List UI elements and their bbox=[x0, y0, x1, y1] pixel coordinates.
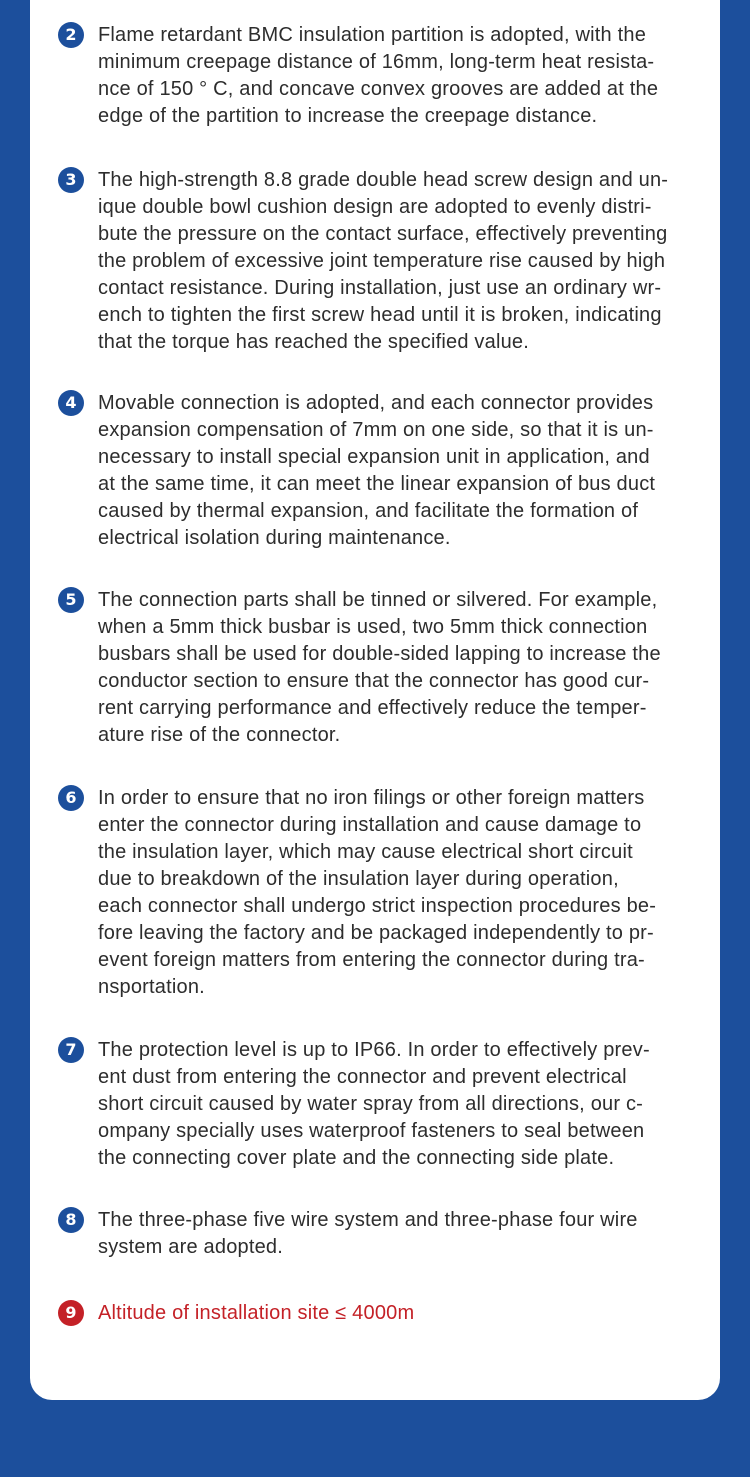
item-text: The three-phase five wire system and three-phase four wire system are adopted. bbox=[98, 1209, 638, 1258]
item-number-badge: 9 bbox=[58, 1300, 84, 1326]
list-item-8 bbox=[58, 1207, 698, 1261]
item-number-badge: 2 bbox=[58, 22, 84, 48]
item-number-badge: 4 bbox=[58, 390, 84, 416]
list-item-2 bbox=[58, 22, 698, 130]
item-text: Movable connection is adopted, and each connector provides expansion compensation of 7mm on one side, so that it is un- necessary to install special expansion unit in application, and at the same time, it can meet the linear expansion of bus duct caused by thermal expansion, and facilitate the formation of electrical isolation during maintenance. bbox=[98, 392, 656, 549]
item-text: In order to ensure that no iron filings or other foreign matters enter the connector during installation and cause damage to the insulation layer, which may cause electrical short circuit due to breakdown of the insulation layer during operation, each connector shall undergo strict inspection procedures be- fore leaving the factory and be packaged independently to pr- event foreign matters from entering the connector during tra- nsportation. bbox=[98, 787, 657, 998]
item-number-badge: 8 bbox=[58, 1207, 84, 1233]
list-item-3 bbox=[58, 167, 698, 356]
item-text: Flame retardant BMC insulation partition is adopted, with the minimum creepage distance of 16mm, long-term heat resista- nce of 150 ° C, and concave convex grooves are added at the edge of the partition to increase the creepage distance. bbox=[98, 24, 659, 127]
list-item-7 bbox=[58, 1037, 698, 1172]
item-number-badge: 5 bbox=[58, 587, 84, 613]
item-number-badge: 6 bbox=[58, 785, 84, 811]
item-text-highlight: Altitude of installation site ≤ 4000m bbox=[98, 1302, 415, 1324]
item-text: The protection level is up to IP66. In order to effectively prev- ent dust from entering the connector and prevent electrical short circuit caused by water spray from all directions, our c- ompany specially uses waterproof fasteners to seal between the connecting cover plate and the connecting side plate. bbox=[98, 1039, 650, 1169]
item-number-badge: 7 bbox=[58, 1037, 84, 1063]
item-number-badge: 3 bbox=[58, 167, 84, 193]
list-item-5 bbox=[58, 587, 698, 749]
list-item-9 bbox=[58, 1300, 698, 1327]
list-item-6 bbox=[58, 785, 698, 1001]
list-item-4 bbox=[58, 390, 698, 552]
item-text: The connection parts shall be tinned or silvered. For example, when a 5mm thick busbar is used, two 5mm thick connection busbars shall be used for double-sided lapping to increase the conductor section to ensure that the connector has good cur- rent carrying performance and effectively reduce the temper- ature rise of the connector. bbox=[98, 589, 661, 746]
item-text: The high-strength 8.8 grade double head screw design and un- ique double bowl cushion design are adopted to evenly distri- bute the pressure on the contact surface, effectively preventing the problem of excessive joint temperature rise caused by high contact resistance. During installation, just use an ordinary wr- ench to tighten the first screw head until it is broken, indicating that the torque has reached the specified value. bbox=[98, 169, 669, 353]
